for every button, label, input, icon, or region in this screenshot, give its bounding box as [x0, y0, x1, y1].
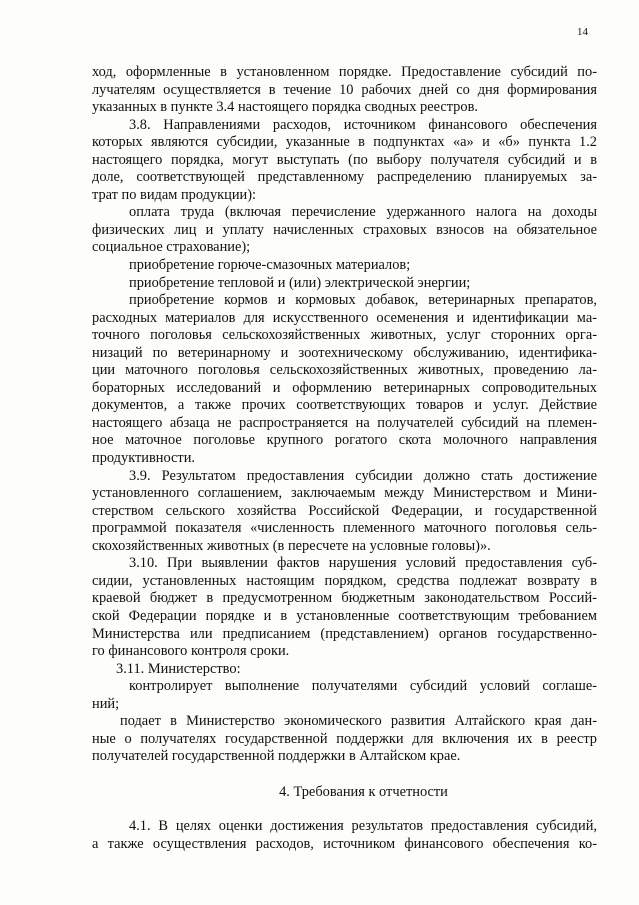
text-line: ход, оформленные в установленном порядке. Предоставление субсидий по-	[92, 64, 597, 80]
list-item-submit: подает в Министерство экономического развития Алтайского края дан-	[120, 713, 597, 730]
text-line: которых являются субсидии, указанные в подпунктах «а» и «б» пункта 1.2	[92, 134, 597, 151]
text-line: продуктивности.	[92, 450, 196, 467]
paragraph-4-1: 4.1. В целях оценки достижения результатов предоставления субсидий,	[129, 818, 597, 835]
list-item-energy: приобретение тепловой и (или) электрической энергии;	[129, 274, 471, 291]
text-line: установленного соглашением, заключаемым между Министерством и Мини-	[92, 485, 597, 502]
text-line: бораторных исследований и оформлению ветеринарных сопроводительных	[92, 379, 597, 396]
list-item-labor: оплата труда (включая перечисление удержанного налога на доходы	[129, 204, 597, 221]
text-line: документов, а также прочих соответствующих товаров и услуг. Действие	[92, 397, 597, 414]
text-line: социальное страхование);	[92, 239, 251, 256]
text-line: лучателям осуществляется в течение 10 рабочих дней со дня формирования	[92, 81, 597, 98]
list-item-feed: приобретение кормов и кормовых добавок, ветеринарных препаратов,	[129, 292, 597, 309]
text-line: сидии, установленных настоящим порядком, средства подлежат возврату в	[92, 572, 597, 589]
paragraph-3-10: 3.10. При выявлении фактов нарушения условий предоставления суб-	[129, 555, 597, 572]
text-line: указанных в пункте 3.4 настоящего порядка сводных реестров.	[92, 99, 478, 116]
paragraph-3-8: 3.8. Направлениями расходов, источником финансового обеспечения	[129, 116, 597, 133]
spacer	[92, 801, 597, 818]
page-body	[92, 64, 597, 854]
text-line: точного поголовья сельскохозяйственных животных, услуг сторонних орга-	[92, 327, 597, 344]
text-line: расходных материалов для искусственного осеменения и идентификации ма-	[92, 309, 597, 326]
text-line: трат по видам продукции):	[92, 186, 257, 203]
text-line: ской Федерации порядке и в установленные соответствующим требованием	[92, 607, 597, 624]
text-line: физических лиц и уплату начисленных страховых взносов на обязательное	[92, 221, 597, 238]
text-line: го финансового контроля сроки.	[92, 643, 290, 660]
paragraph-3-9: 3.9. Результатом предоставления субсидии должно стать достижение	[129, 467, 597, 484]
text-line: низаций по ветеринарному и зоотехническому обслуживанию, идентифика-	[92, 344, 597, 361]
text-line: стерством сельского хозяйства Российской Федерации, и государственной	[92, 502, 597, 519]
text-line: Министерства или предписанием (представлением) органов государственно-	[92, 625, 597, 642]
text-line: краевой бюджет в предусмотренном бюджетным законодательством Россий-	[92, 590, 597, 607]
text-line: скохозяйственных животных (в пересчете на условные головы)».	[92, 537, 491, 554]
paragraph-3-11: 3.11. Министерство:	[116, 660, 241, 677]
text-line: ний;	[92, 695, 120, 712]
spacer	[92, 766, 597, 784]
list-item-control: контролирует выполнение получателями субсидий условий соглаше-	[129, 678, 597, 695]
page-number: 14	[577, 26, 588, 38]
section-heading: 4. Требования к отчетности	[279, 783, 448, 800]
text-line: доле, соответствующей представленному распределению планируемых за-	[92, 169, 597, 186]
text-line: программой показателя «численность племенного маточного поголовья сель-	[92, 520, 597, 537]
text-line: ные о получателях государственной поддержки для включения их в реестр	[92, 730, 597, 747]
text-line: а также осуществления расходов, источником финансового обеспечения ко-	[92, 835, 597, 852]
text-line: получателей государственной поддержки в Алтайском крае.	[92, 748, 461, 765]
list-item-fuel: приобретение горюче-смазочных материалов;	[129, 257, 411, 274]
text-line: ное маточное поголовье крупного рогатого скота молочного направления	[92, 432, 597, 449]
text-line: настоящего абзаца не распространяется на получателей субсидий на племен-	[92, 414, 597, 431]
text-line: ции маточного поголовья сельскохозяйственных животных, проведению ла-	[92, 362, 597, 379]
text-line: настоящего порядка, могут выступать (по выбору получателя субсидий и в	[92, 151, 597, 168]
